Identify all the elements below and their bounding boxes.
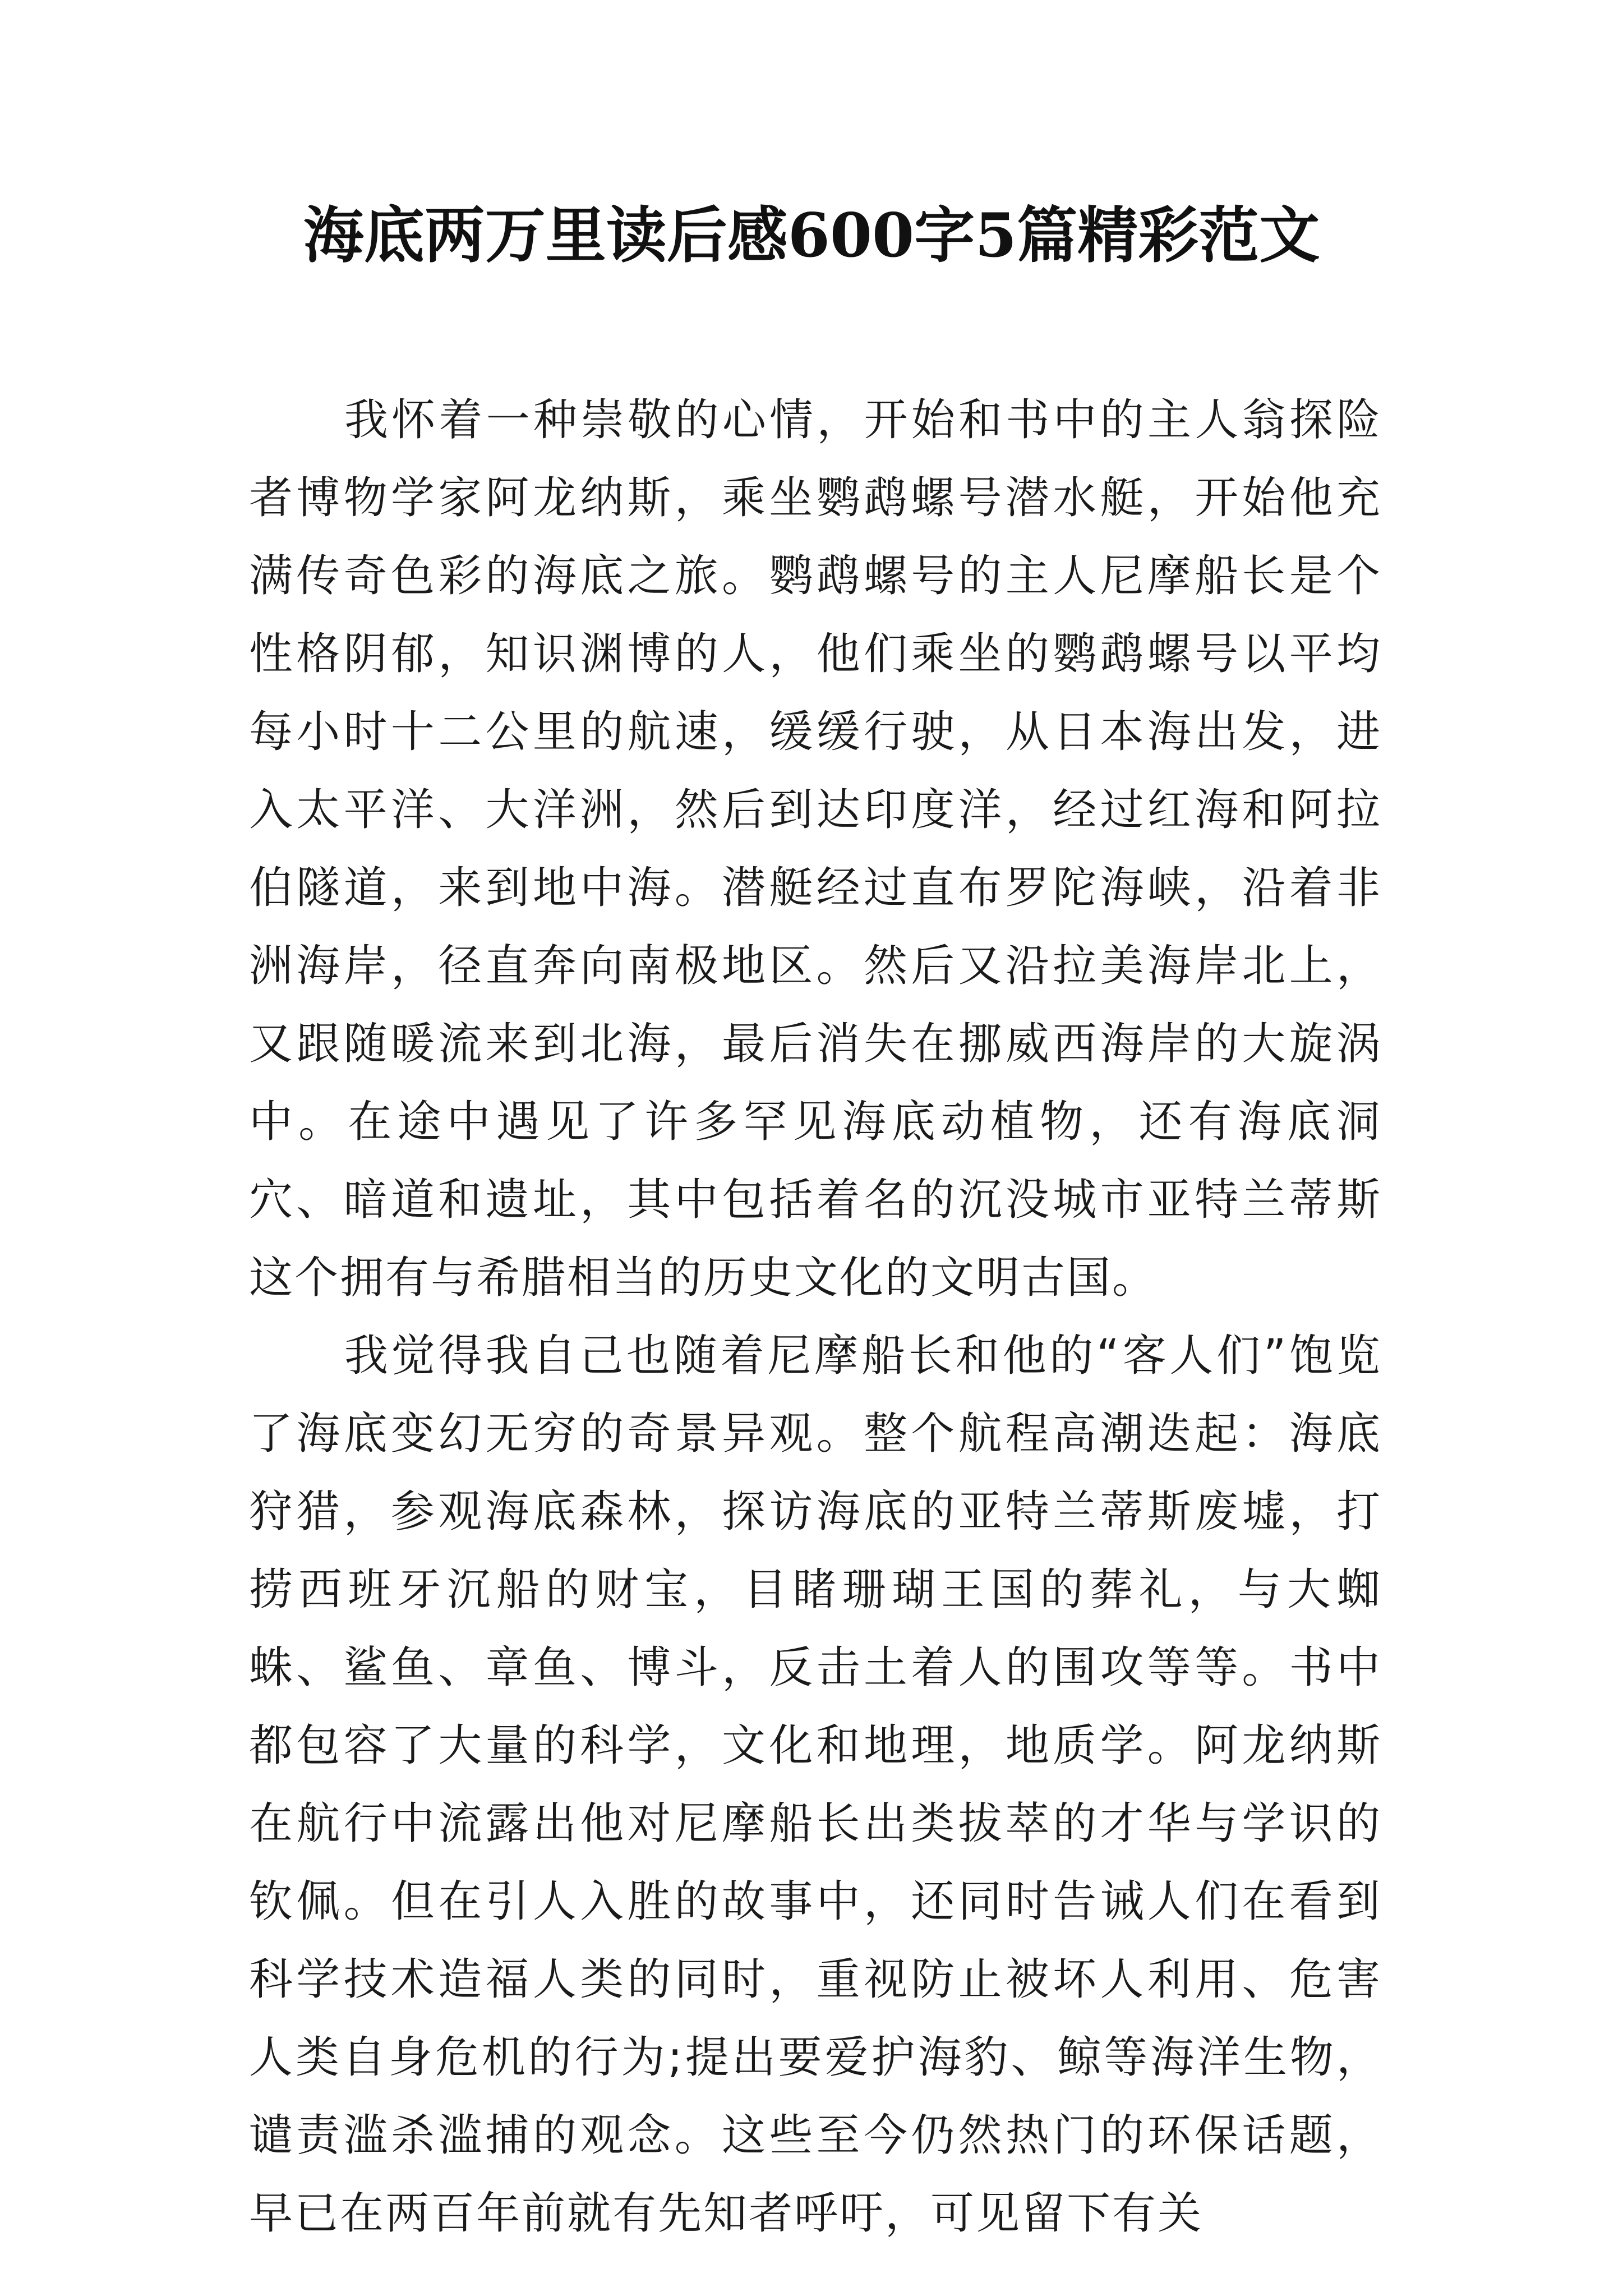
paragraph-1: 我怀着一种崇敬的心情，开始和书中的主人翁探险者博物学家阿龙纳斯，乘坐鹦鹉螺号潜水艇，开始他充满传奇色彩的海底之旅。鹦鹉螺号的主人尼摩船长是个性格阴郁，知识渊博的人，他们乘坐的鹦鹉螺号以平均每小时十二公里的航速，缓缓行驶，从日本海出发，进入太平洋、大洋洲，然后到达印度洋，经过红海和阿拉伯隧道，来到地中海。潜艇经过直布罗陀海峡，沿着非洲海岸，径直奔向南极地区。然后又沿拉美海岸北上，又跟随暖流来到北海，最后消失在挪威西海岸的大旋涡中。在途中遇见了许多罕见海底动植物，还有海底洞穴、暗道和遗址，其中包括着名的沉没城市亚特兰蒂斯这个拥有与希腊相当的历史文化的文明古国。 <box>249 395 1382 1303</box>
paragraph-2: 我觉得我自己也随着尼摩船长和他的“客人们”饱览了海底变幻无穷的奇景异观。整个航程高潮迭起：海底狩猎，参观海底森林，探访海底的亚特兰蒂斯废墟，打捞西班牙沉船的财宝，目睹珊瑚王国的葬礼，与大蜘蛛、鲨鱼、章鱼、博斗，反击土着人的围攻等等。书中都包容了大量的科学，文化和地理，地质学。阿龙纳斯在航行中流露出他对尼摩船长出类拔萃的才华与学识的钦佩。但在引人入胜的故事中，还同时告诫人们在看到科学技术造福人类的同时，重视防止被坏人利用、危害人类自身危机的行为;提出要爱护海豹、鲸等海洋生物，谴责滥杀滥捕的观念。这些至今仍然热门的环保话题，早已在两百年前就有先知者呼吁，可见留下有关 <box>249 1331 1382 2239</box>
document-body <box>249 381 1382 2253</box>
document-title: 海底两万里读后感600字5篇精彩范文 <box>303 200 1320 271</box>
